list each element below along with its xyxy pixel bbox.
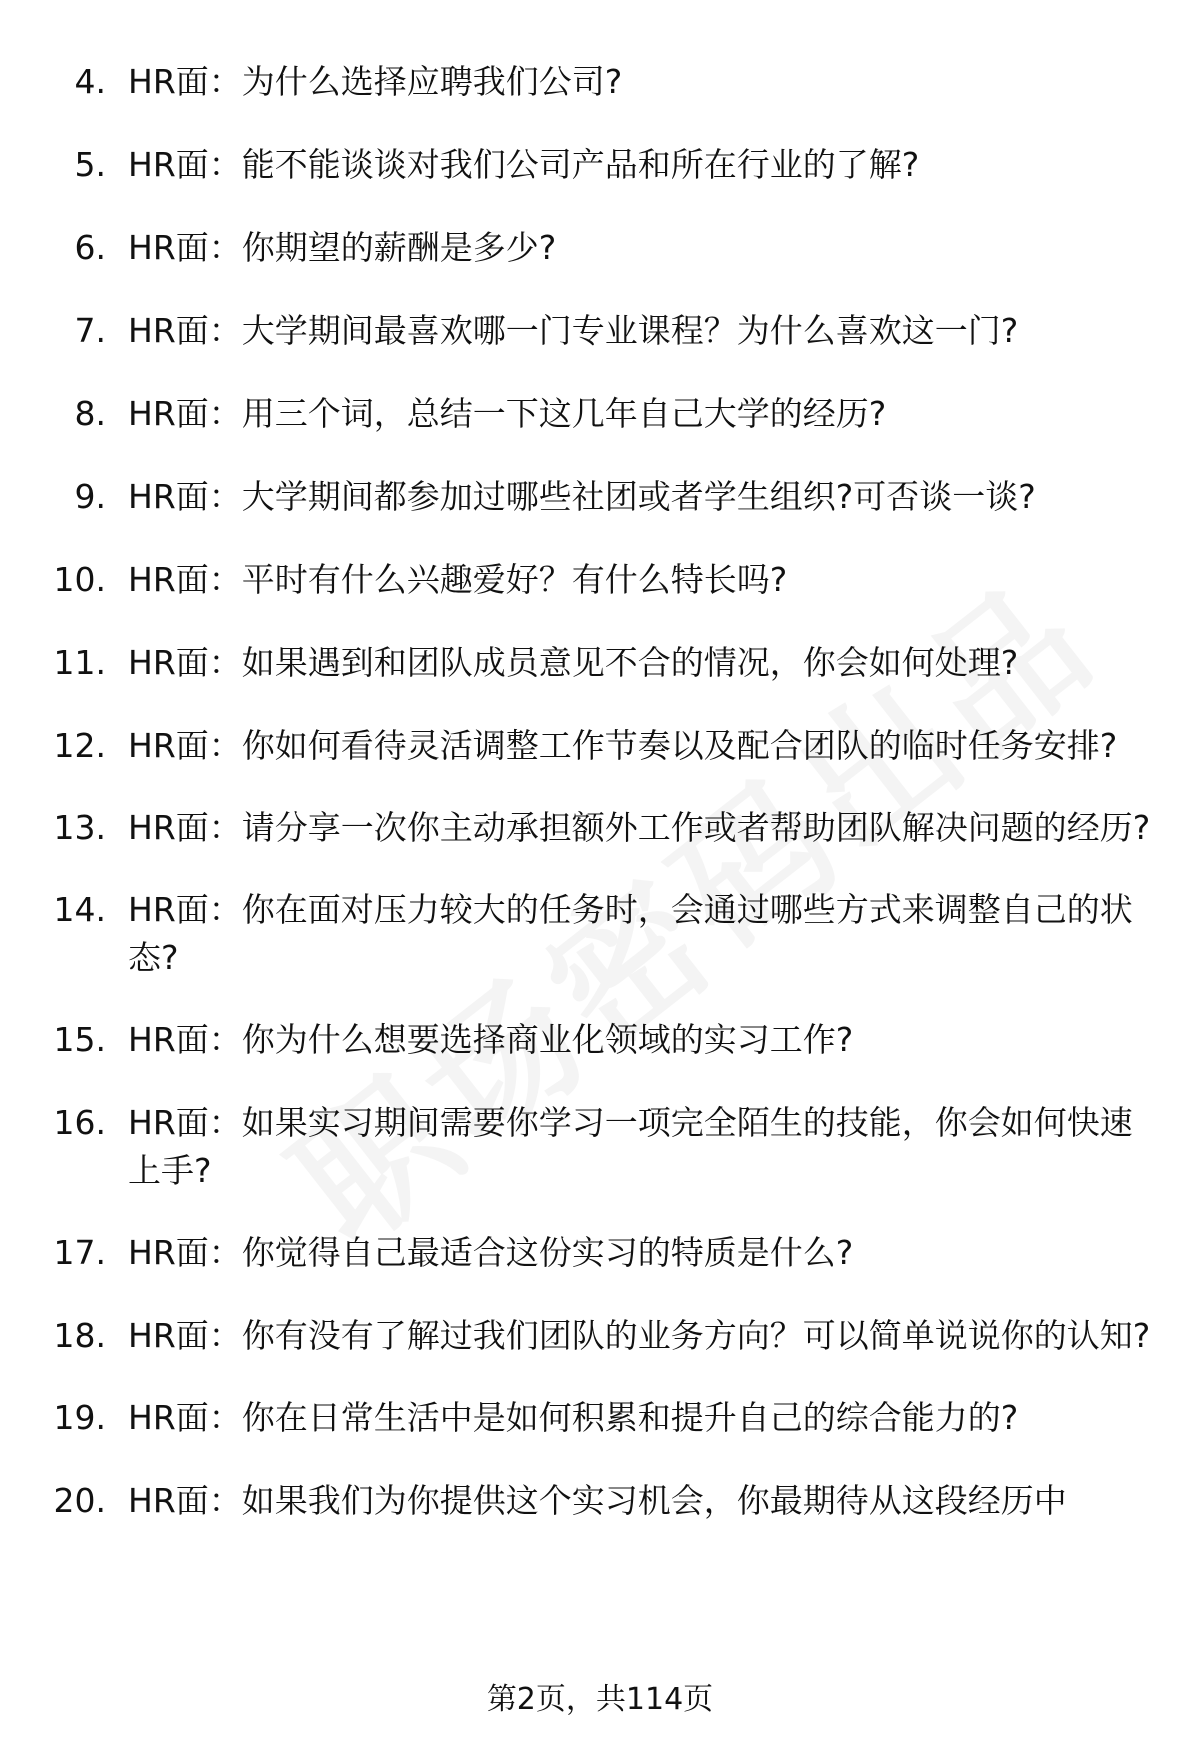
list-item	[0, 886, 1200, 982]
question-text: HR面：你在面对压力较大的任务时，会通过哪些方式来调整自己的状态?	[128, 890, 1133, 977]
list-item	[0, 390, 1200, 438]
question-number: 8.	[74, 394, 106, 433]
question-number: 6.	[74, 228, 106, 267]
question-number: 14.	[53, 890, 106, 929]
question-number: 4.	[74, 62, 106, 101]
question-number: 20.	[53, 1481, 106, 1520]
question-list	[0, 58, 1200, 1560]
question-text: HR面：大学期间都参加过哪些社团或者学生组织?可否谈一谈?	[128, 477, 1036, 516]
question-text: HR面：为什么选择应聘我们公司?	[128, 62, 623, 101]
list-item	[0, 639, 1200, 687]
list-item	[0, 1394, 1200, 1442]
question-text: HR面：能不能谈谈对我们公司产品和所在行业的了解?	[128, 145, 920, 184]
question-text: HR面：你觉得自己最适合这份实习的特质是什么?	[128, 1233, 854, 1272]
question-number: 12.	[53, 726, 106, 765]
question-number: 10.	[53, 560, 106, 599]
question-text: HR面：你期望的薪酬是多少?	[128, 228, 557, 267]
question-number: 15.	[53, 1020, 106, 1059]
list-item	[0, 1099, 1200, 1195]
question-text: HR面：如果遇到和团队成员意见不合的情况，你会如何处理?	[128, 643, 1019, 682]
question-text: HR面：你为什么想要选择商业化领域的实习工作?	[128, 1020, 854, 1059]
list-item	[0, 141, 1200, 189]
list-item	[0, 1016, 1200, 1064]
list-item	[0, 1312, 1200, 1360]
question-text: HR面：你在日常生活中是如何积累和提升自己的综合能力的?	[128, 1398, 1019, 1437]
question-number: 17.	[53, 1233, 106, 1272]
question-text: HR面：如果我们为你提供这个实习机会，你最期待从这段经历中	[128, 1481, 1067, 1520]
question-text: HR面：你如何看待灵活调整工作节奏以及配合团队的临时任务安排?	[128, 726, 1118, 765]
list-item	[0, 58, 1200, 106]
list-item	[0, 307, 1200, 355]
question-text: HR面：你有没有了解过我们团队的业务方向？可以简单说说你的认知?	[128, 1316, 1151, 1355]
question-number: 7.	[74, 311, 106, 350]
question-number: 9.	[74, 477, 106, 516]
list-item	[0, 1477, 1200, 1525]
list-item	[0, 1229, 1200, 1277]
question-number: 5.	[74, 145, 106, 184]
question-number: 16.	[53, 1103, 106, 1142]
question-text: HR面：大学期间最喜欢哪一门专业课程？为什么喜欢这一门?	[128, 311, 1019, 350]
question-number: 13.	[53, 808, 106, 847]
page-footer: 第2页，共114页	[486, 1682, 714, 1717]
question-number: 19.	[53, 1398, 106, 1437]
list-item	[0, 804, 1200, 852]
list-item	[0, 473, 1200, 521]
question-number: 11.	[53, 643, 106, 682]
question-text: HR面：请分享一次你主动承担额外工作或者帮助团队解决问题的经历?	[128, 808, 1151, 847]
question-text: HR面：用三个词，总结一下这几年自己大学的经历?	[128, 394, 887, 433]
list-item	[0, 556, 1200, 604]
question-number: 18.	[53, 1316, 106, 1355]
list-item	[0, 224, 1200, 272]
list-item	[0, 722, 1200, 770]
question-text: HR面：如果实习期间需要你学习一项完全陌生的技能，你会如何快速上手?	[128, 1103, 1133, 1190]
question-text: HR面：平时有什么兴趣爱好？有什么特长吗?	[128, 560, 788, 599]
